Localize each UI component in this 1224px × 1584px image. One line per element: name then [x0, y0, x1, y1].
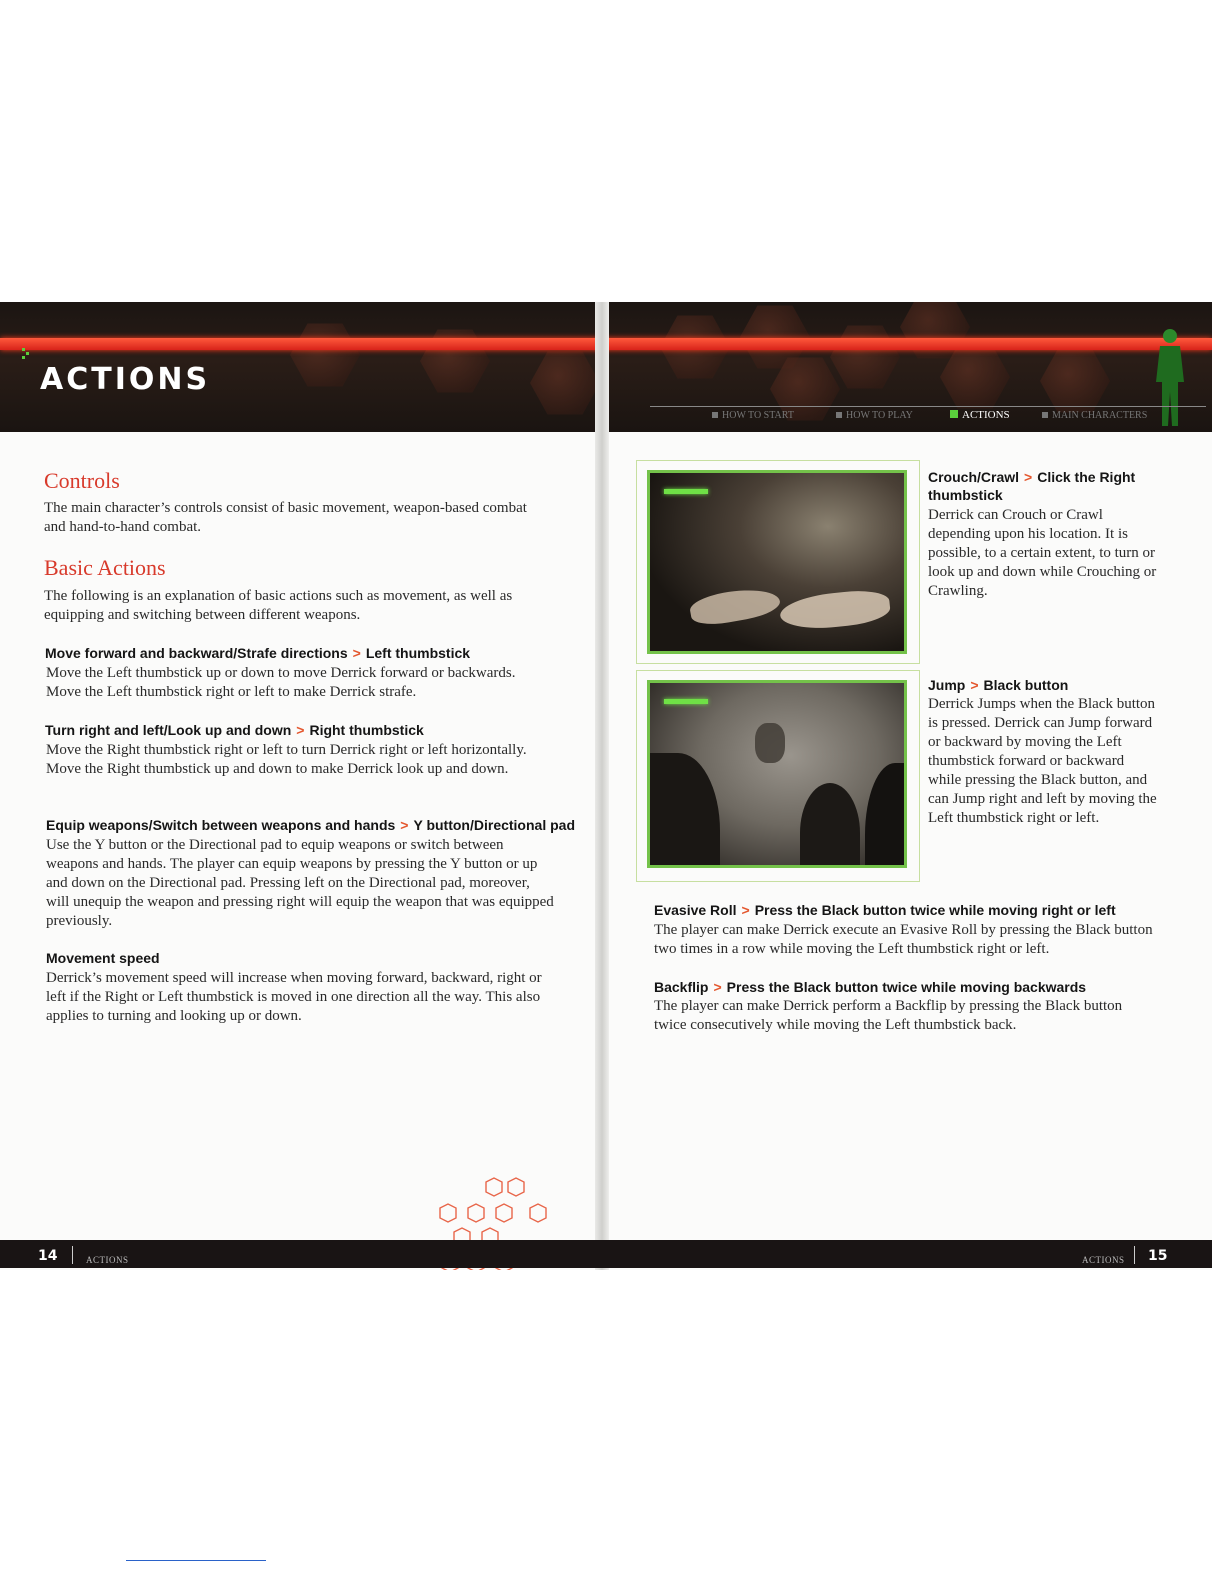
action-text-turn: Move the Right thumbstick right or left to turn Derrick right or left horizontally. Move the Right thumbstick up and down to make Derrick look up and down. [46, 742, 527, 777]
page-gutter [595, 302, 609, 1270]
hex-decoration [830, 322, 900, 392]
section-nav [650, 406, 1206, 425]
action-heading-turn: Turn right and left/Look up and down > Right thumbstick [45, 722, 424, 738]
action-heading-crouch: Crouch/Crawl > Click the Right thumbstick [928, 469, 1136, 503]
page-number-left: 14 [38, 1248, 58, 1264]
link-underline [126, 1560, 266, 1561]
hex-decoration [290, 320, 360, 390]
action-heading-jump: Jump > Black button [928, 677, 1069, 693]
action-text-speed: Derrick’s movement speed will increase when moving forward, backward, right or left if the Right or Left thumbstick is moved in one direction all the way. This also applies to turning and looking up or down. [46, 970, 542, 1024]
hex-decoration [420, 326, 490, 396]
basic-actions-text: The following is an explanation of basic actions such as movement, as well as equipping and switching between different weapons. [44, 588, 513, 623]
action-text-move: Move the Left thumbstick up or down to move Derrick forward or backwards. Move the Left thumbstick right or left to make Derrick strafe. [46, 665, 516, 700]
action-text-equip: Use the Y button or the Directional pad to equip weapons or switch between weapons and hands. The player can equip weapons by pressing the Y button or up and down on the Directional pad. Pressing left on the Directional pad, moreover, will unequip the weapon and pressing right will equip the weapon that was equipped previously. [46, 837, 554, 929]
hud-health-bar [664, 699, 708, 704]
controls-text: The main character’s controls consist of basic movement, weapon-based combat and hand-to-hand combat. [44, 500, 527, 535]
page-title: ACTIONS [40, 362, 211, 397]
title-pixel-icon [20, 346, 34, 366]
hex-decoration [530, 348, 600, 418]
page-number-right: 15 [1148, 1248, 1168, 1264]
manual-spread [0, 302, 1212, 1270]
nav-item-actions[interactable]: ACTIONS [950, 409, 1010, 421]
screenshot-jump [647, 680, 907, 868]
footer-separator [1134, 1246, 1135, 1264]
nav-item-how-to-play[interactable]: HOW TO PLAY [836, 410, 913, 421]
action-text-jump: Derrick Jumps when the Black button is pressed. Derrick can Jump forward or backward by moving the Left thumbstick forward or backward while pressing the Black button, and can Jump right and left by moving the Left thumbstick right or left. [928, 696, 1157, 826]
footer-label-right: ACTIONS [1082, 1255, 1125, 1265]
action-text-evasive: The player can make Derrick execute an Evasive Roll by pressing the Black button two times in a row while moving the Left thumbstick right or left. [654, 922, 1153, 957]
action-text-backflip: The player can make Derrick perform a Backflip by pressing the Black button twice consecutively while moving the Left thumbstick back. [654, 998, 1123, 1033]
controls-heading: Controls [44, 468, 120, 493]
action-heading-evasive: Evasive Roll > Press the Black button twice while moving right or left [654, 902, 1116, 918]
nav-item-main-characters[interactable]: MAIN CHARACTERS [1042, 410, 1147, 421]
footer-band [0, 1240, 1212, 1268]
footer-separator [72, 1246, 73, 1264]
action-heading-backflip: Backflip > Press the Black button twice while moving backwards [654, 979, 1087, 995]
action-heading-speed: Movement speed [46, 950, 160, 966]
action-heading-equip: Equip weapons/Switch between weapons and hands > Y button/Directional pad [46, 817, 575, 833]
action-heading-move: Move forward and backward/Strafe directions > Left thumbstick [45, 645, 471, 661]
basic-actions-heading: Basic Actions [44, 555, 166, 580]
footer-label-left: ACTIONS [86, 1255, 129, 1265]
action-text-crouch: Derrick can Crouch or Crawl depending upon his location. It is possible, to a certain extent, to turn or look up and down while Crouching or Crawling. [928, 507, 1157, 599]
nav-item-how-to-start[interactable]: HOW TO START [712, 410, 794, 421]
screenshot-crouch [647, 470, 907, 654]
hud-health-bar [664, 489, 708, 494]
